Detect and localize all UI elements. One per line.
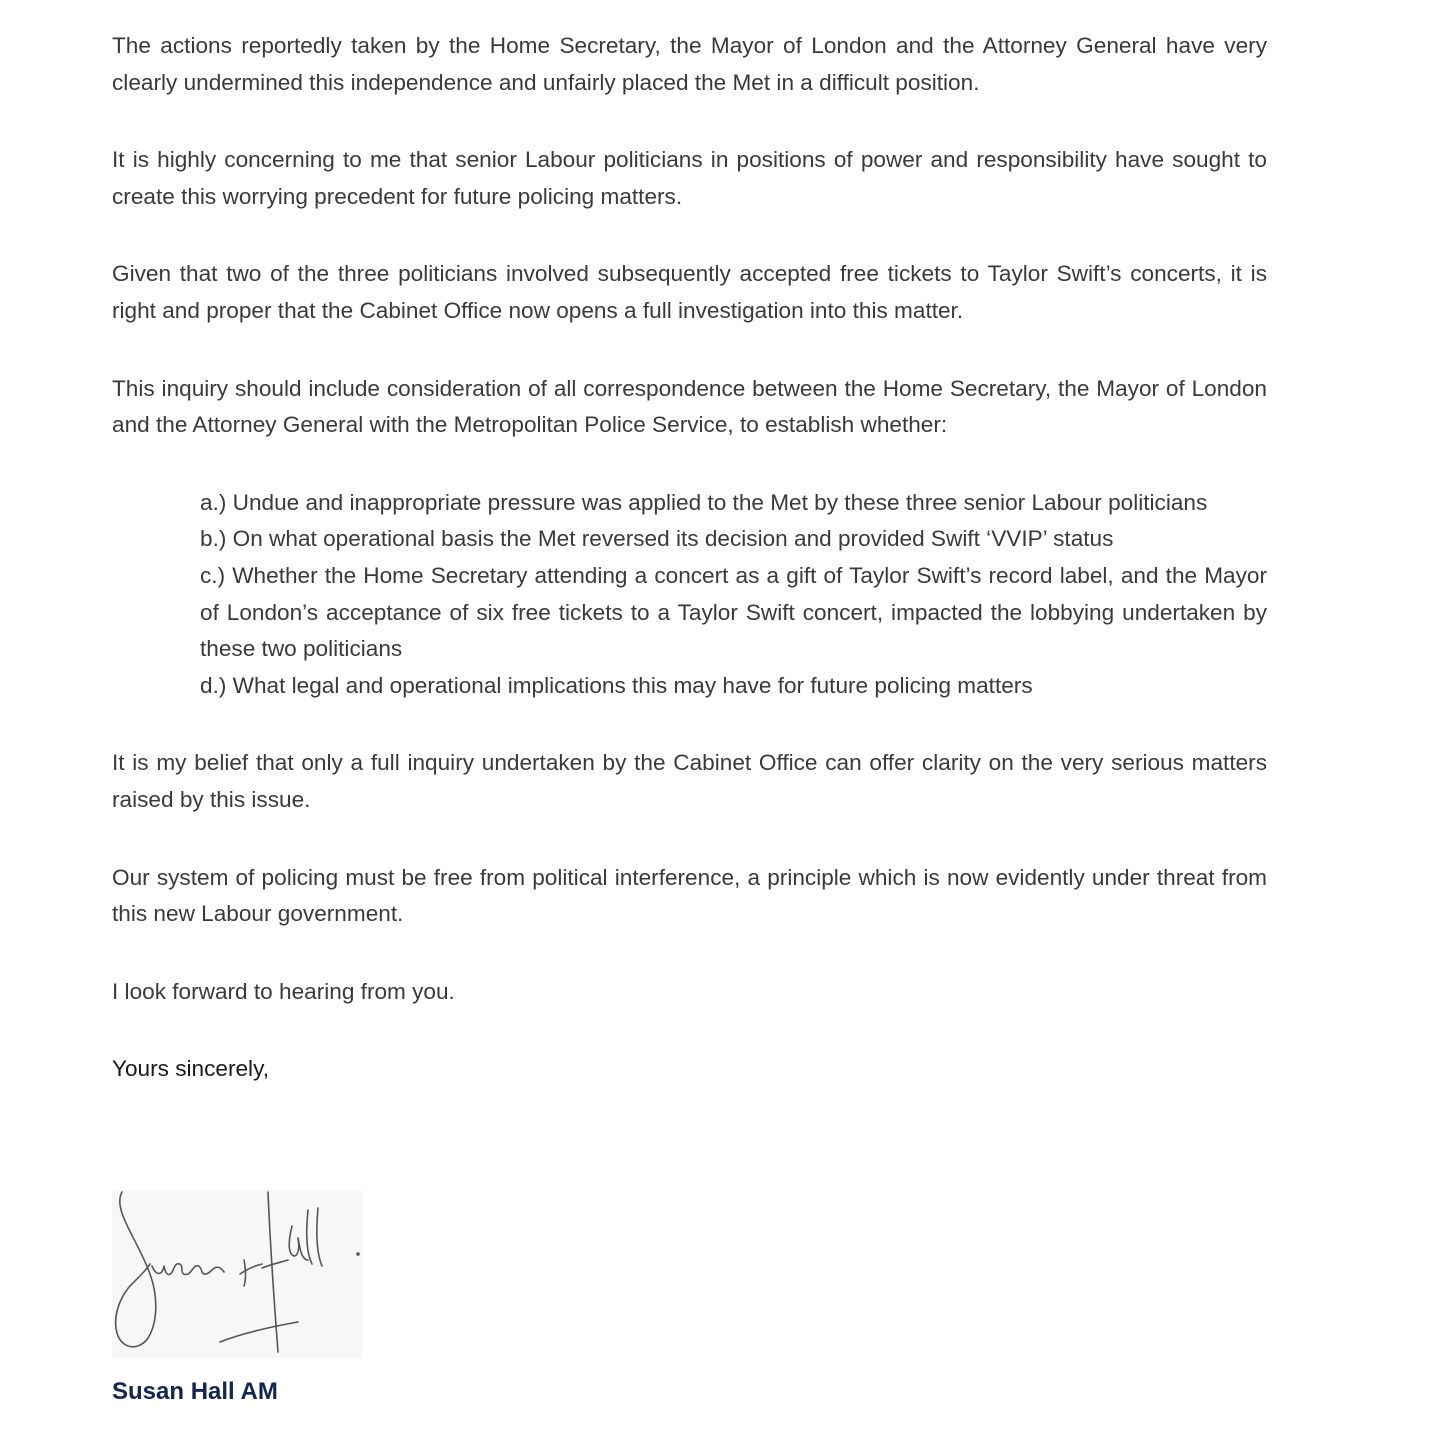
- list-item-d: d.) What legal and operational implications this may have for future policing matters: [200, 672, 1033, 698]
- paragraph-3: Given that two of the three politicians involved subsequently accepted free tickets to Taylor Swift’s concerts, it is right and proper that the Cabinet Office now opens a full investigation into this matter.: [112, 261, 1267, 323]
- handwritten-signature: [112, 1190, 362, 1358]
- list-item-c: c.) Whether the Home Secretary attending a concert as a gift of Taylor Swift’s record label, and the Mayor of London’s acceptance of six free tickets to a Taylor Swift concert, impacted the lobbying undertaken by these two politicians: [200, 562, 1267, 662]
- paragraph-4: This inquiry should include consideration of all correspondence between the Home Secretary, the Mayor of London and the Attorney General with the Metropolitan Police Service, to establish whether:: [112, 375, 1267, 438]
- paragraph-5: It is my belief that only a full inquiry undertaken by the Cabinet Office can offer clarity on the very serious matters raised by this issue.: [112, 750, 1267, 812]
- letter-body: [112, 28, 1267, 1088]
- paragraph-7: I look forward to hearing from you.: [112, 978, 455, 1004]
- paragraph-1: The actions reportedly taken by the Home Secretary, the Mayor of London and the Attorney General have very clearly undermined this independence and unfairly placed the Met in a difficult position.: [112, 33, 1267, 95]
- paragraph-2: It is highly concerning to me that senior Labour politicians in positions of power and responsibility have sought to create this worrying precedent for future policing matters.: [112, 147, 1267, 209]
- inquiry-points-list: [200, 485, 1267, 705]
- paragraph-6: Our system of policing must be free from political interference, a principle which is now evidently under threat from this new Labour government.: [112, 864, 1267, 927]
- list-item-b: b.) On what operational basis the Met reversed its decision and provided Swift ‘VVIP’ status: [200, 526, 1114, 552]
- list-item-a: a.) Undue and inappropriate pressure was applied to the Met by these three senior Labour politicians: [200, 489, 1208, 515]
- signer-name: Susan Hall AM: [112, 1378, 278, 1405]
- closing-salutation: Yours sincerely,: [112, 1056, 269, 1082]
- signature-drawing: [112, 1190, 362, 1358]
